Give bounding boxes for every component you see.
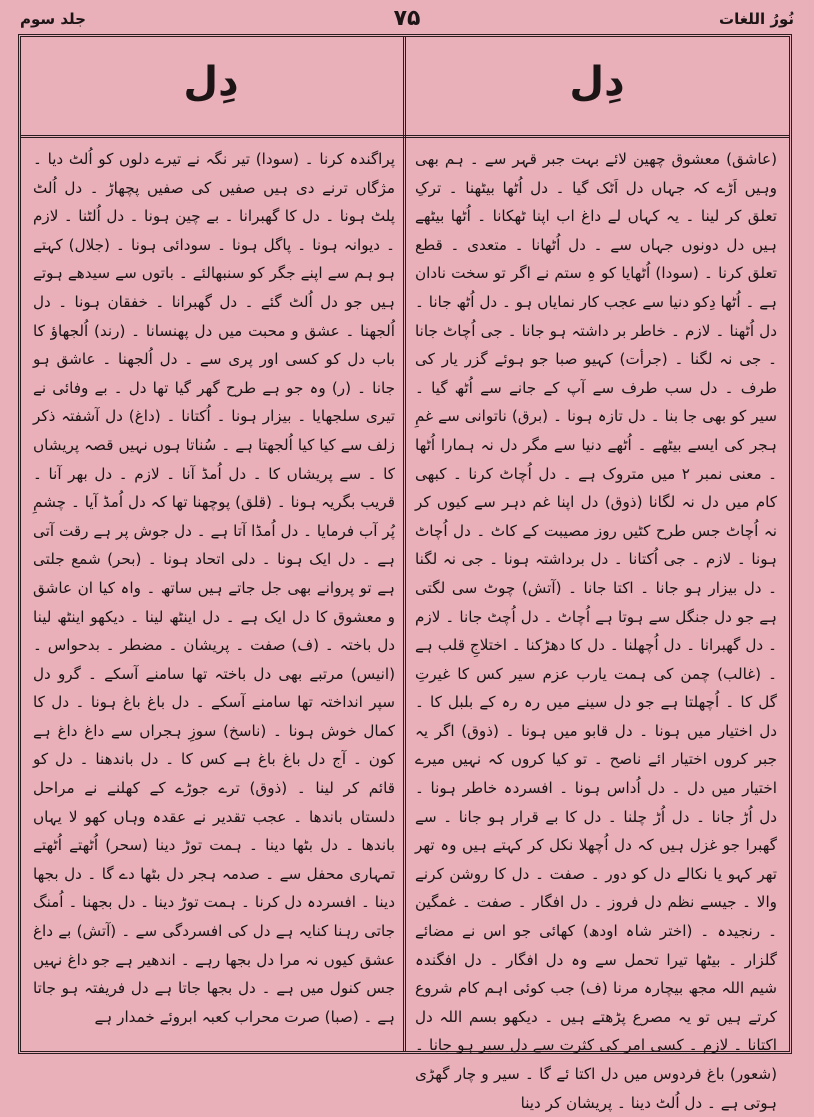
right-column-text: (عاشق) معشوق چھین لائے بہت جبر قہر سے ۔ ہم بھی وہیں اَڑے کہ جہاں دل اَٹک گیا ۔ دل اُٹھا بیٹھنا ۔ ترکِ تعلق کر لینا ۔ یہ کہاں لے داغ اب اپنا ٹھکانا ۔ اُٹھا بیٹھے ہیں دل دونوں جہاں سے ۔ دل اُٹھانا ۔ متعدی ۔ قطع تعلق کرنا ۔ (سودا) اُٹھایا کو ہِ ستم نے اگر تو سخت نادان ہے ۔ اُٹھا دِکو دنیا سے عجب کار نمایاں ہو ۔ دل اُٹھ جانا ۔ دل اُٹھنا ۔ لازم ۔ خاطر بر داشتہ ہو جانا ۔ جی اُچاٹ جانا ۔ جی نہ لگنا ۔ (جرأت) کہیو صبا جو ہوئے گزر یار کی طرف ۔ دل سب طرف سے آپ کے جانے سے اُٹھ گیا ۔ سیر کو بھی جا بنا ۔ دل تازہ ہونا ۔ (برق) ناتوانی سے غمِ ہجر کی ایسے بیٹھے ۔ اُٹھے دنیا سے مگر دل نہ ہمارا اُٹھا ۔ معنی نمبر ۲ میں متروک ہے ۔ دل اُچاٹ کرنا ۔ کبھی کام میں دل نہ لگانا (ذوق) دل اپنا غم دہر سے کیوں کر نہ اُچاٹ جس طرح کٹیں روز مصیبت کے کاٹ ۔ دل اُچاٹ ہونا ۔ لازم ۔ جی اُکتانا ۔ دل برداشتہ ہونا ۔ جی نہ لگنا ۔ دل بیزار ہو جانا ۔ اکتا جانا ۔ (آتش) چوٹ سی لگتی ہے جو دل جنگل سے ہوتا ہے اُچاٹ ۔ دل اُچٹ جانا ۔ لازم ۔ دل گھبرانا ۔ دل اُچھلنا ۔ دل کا دھڑکنا ۔ اختلاجِ قلب ہے ۔ (غالب) چمن کی ہمت یارب عزم سیر کس کا غیرتِ گل کا ۔ اُچھلتا ہے جو دل سینے میں رہ رہ کے بلبل کا ۔ دل اختیار میں ہونا ۔ دل قابو میں ہونا ۔ (ذوق) اگر یہ جبر کروں اختیار ائے ناصح ۔ تو کیا کروں کہ نہیں میرے اختیار میں دل ۔ دل اُداس ہونا ۔ افسردہ خاطر ہونا ۔ دل اُڑ جانا ۔ دل اُڑ چلنا ۔ دل کا بے قرار ہو جانا ۔ سے گھبرا جو غزل ہیں کہ دل اُچھلا نکل کر کہتے ہیں وہ تھر تھر کہو یا نکالے دل کو دور ۔ صفت ۔ دل کا روشن کرنے والا ۔ جیسے نظم دل فروز ۔ دل افگار ۔ صفت ۔ غمگین ۔ رنجیدہ ۔ (اختر شاہ اودھ) کھائی جو اس نے مضائے گلزار ۔ بیٹھا تیرا تحمل سے وہ دل افگار ۔ دل افگندہ شیم اللہ مجھ بیچارہ مرنا (ف) جب کوئی اہم کام شروع کرتے ہیں تو یہ مصرع پڑھتے ہیں ۔ دیکھو بسم اللہ دل اکتانا ۔ لازم ۔ کسی امر کی کثرت سے دل سیر ہو جانا ۔ (شعور) باغ فردوس میں دل اکتا ئے گا ۔ سیر و چار گھڑی ہوتی ہے ۔ دل اُلٹ دینا ۔ پریشان کر دینا [415, 150, 777, 1112]
left-column-heading: دِل [183, 59, 239, 105]
left-column-text: پراگندہ کرنا ۔ (سودا) تیر نگہ نے تیرے دلوں کو اُلٹ دیا ۔ مژگاں ترنے دی ہیں صفیں کی صفیں پچھاڑ ۔ دل اُلٹ پلٹ ہونا ۔ دل کا گھبرانا ۔ بے چین ہونا ۔ دل اُلٹنا ۔ لازم ۔ دیوانہ ہونا ۔ پاگل ہونا ۔ سودائی ہونا ۔ (جلال) کہتے ہو ہم سے اپنے جگر کو سنبھالئے ۔ باتوں سے سیدھے ہوتے ہیں جو دل اُلٹ گئے ۔ دل گھبرانا ۔ خفقان ہونا ۔ دل اُلجھنا ۔ عشق و محبت میں دل پھنسانا ۔ (رند) اُلجھاؤ کا باب دل کو کسی اور پری سے ۔ دل اُلجھنا ۔ عاشق ہو جانا ۔ (ر) وہ جو ہے طرح گھر گیا تھا دل ۔ بے وفائی نے تیری سلجھایا ۔ بیزار ہونا ۔ اُکتانا ۔ (داغ) دل آشفتہ ذکر زلف سے کیا کیا اُلجھتا ہے ۔ سُناتا ہوں نہیں قصہ پریشاں کا ۔ سے پریشاں کا ۔ دل اُمڈ آنا ۔ لازم ۔ دل بھر آنا ۔ قریب بگریہ ہونا ۔ (قلق) پوچھنا تھا کہ دل اُمڈ آیا ۔ چشمِ پُر آب فرمایا ۔ دل اُمڈا آتا ہے ۔ دل جوش پر ہے رقت آتی ہے ۔ دل ایک ہونا ۔ دلی اتحاد ہونا ۔ (بحر) شمع جلتی ہے تو پروانے بھی جل جاتے ہیں ساتھ ۔ واہ کیا ان عاشق و معشوق کا دل ایک ہے ۔ دل اینٹھ لینا ۔ دیکھو اینٹھ لینا دل باختہ ۔ (ف) صفت ۔ پریشان ۔ مضطر ۔ بدحواس ۔ (انیس) مرتبے بھی دل باختہ تھا سامنے آسکے ۔ گرو دل سپر انداختہ تھا سامنے آسکے ۔ دل باغ باغ ہونا ۔ دل کا کمال خوش ہونا ۔ (ناسخ) سوزِ ہجراں سے داغ داغ ہے کون ۔ آج دل باغ باغ ہے کس کا ۔ دل باندھنا ۔ دل کو قائم کر لینا ۔ (ذوق) ترے جوڑے کے کھلنے نے مراحل دلستاں باندھا ۔ عجب تقدیر نے عقدہ وہاں کھو لا یہاں باندھا ۔ دل بٹھا دینا ۔ ہمت توڑ دینا (سحر) اُٹھتے اُٹھتے تمہاری محفل سے ۔ صدمہ ہجر دل بٹھا دے گا ۔ دل بجھا دینا ۔ افسردہ دل کرنا ۔ ہمت توڑ دینا ۔ دل بجھنا ۔ اُمنگ جاتی رہنا کنایہ ہے دل کی افسردگی سے ۔ (آتش) بے داغ عشق کیوں نہ مرا دل بجھا رہے ۔ اندھیر ہے جو داغ نہیں جس کنول میں ہے ۔ دل بجھا جاتا ہے دل فریفتہ ہو جاتا ہے ۔ (صبا) صرت محراب کعبہ ابروئے خمدار ہے [33, 150, 395, 1026]
book-title: نُورُ اللغات [719, 10, 794, 28]
page-number: ۷۵ [393, 6, 421, 31]
right-column-heading: دِل [569, 59, 625, 105]
running-head [20, 6, 794, 32]
page-frame [18, 34, 792, 1112]
right-column [415, 145, 777, 1112]
column-divider [403, 37, 406, 1051]
left-column [33, 145, 395, 1041]
volume-label: جلد سوم [20, 10, 86, 28]
